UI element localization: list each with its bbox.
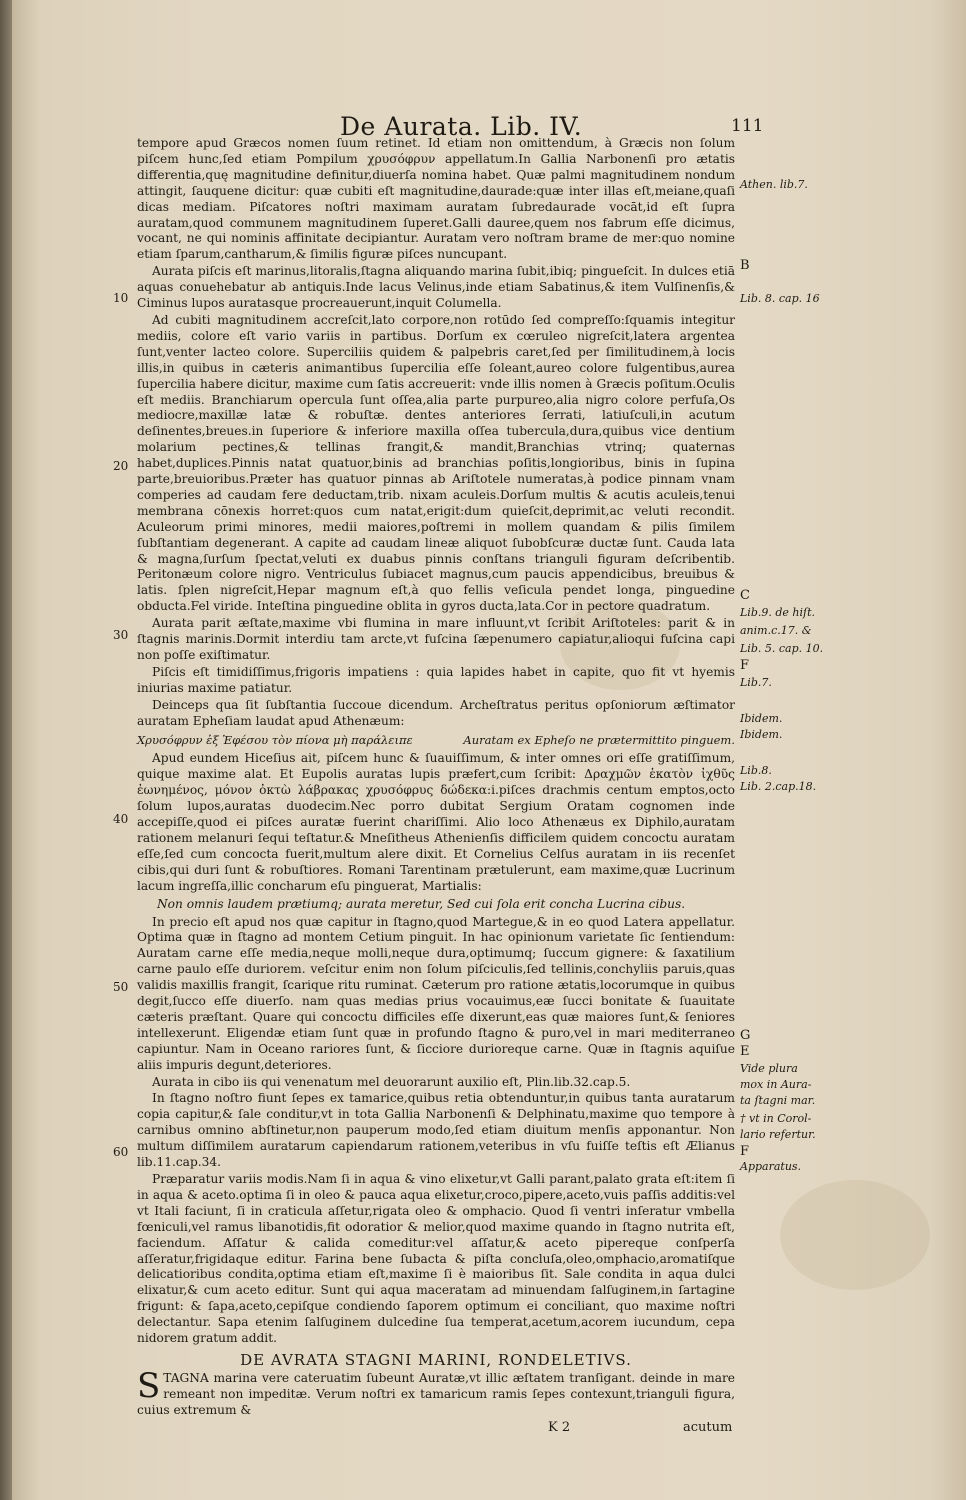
margin-note: † vt in Corol- bbox=[740, 1112, 812, 1125]
margin-note: Lib.7. bbox=[740, 676, 772, 689]
margin-letter: B bbox=[740, 258, 750, 273]
running-header: De Aurata. Lib. IV. bbox=[340, 112, 583, 141]
line-number: 40 bbox=[113, 812, 129, 826]
line-number: 50 bbox=[113, 980, 129, 994]
paragraph: Aurata in cibo iis qui venenatum mel deuorarunt auxilio eſt, Plin.lib.32.cap.5. bbox=[152, 1074, 631, 1089]
greek-verse-text: Χρυσόφρυν ἐξ Ἐφέσου τὸν πίονα μὴ παράλειπε bbox=[137, 732, 413, 747]
paragraph: Apud eundem Hiceſius ait, piſcem hunc & ſuauiſſimum, & inter omnes ori eſſe gratiſſimum, quique maxime alat. Et Eupolis auratas lupis præfert,cum ſcribit: Δραχμῶν ἑκατὸν ἰχθῦς ἐωνημένος, μόνον ὀκτὼ λάβρακας χρυσόφρυς δώδεκα:i.piſces drachmis centum emptos,octo ſolum lupos,auratas duodecim.Nec porro dubitat Sergium Oratam cognomen inde accepiſſe,quod ei piſces auratæ fuerint chariſſimi. Alio loco Athenæus ex Diphilo,auratam rationem melanuri ſequi teſtatur.& Mneſitheus Athenienſis difficilem quidem concoctu auratam eſſe,ſed cum concocta fuerit,multum alere dixit. Et Cornelius Celſus auratam in iis recenſet cibis,qui duri ſunt & robuſtiores. Romani Tarentinam prætulerunt, eam maxime,quæ Lucrinum lacum ingreſſa,illic concharum eſu pinguerat, Martialis: bbox=[137, 751, 735, 893]
margin-note: Vide plura bbox=[740, 1062, 798, 1075]
margin-letter: F bbox=[740, 1144, 750, 1159]
line-number: 30 bbox=[113, 628, 129, 642]
margin-note: Athen. lib.7. bbox=[740, 178, 808, 191]
margin-letter: G bbox=[740, 1028, 751, 1043]
line-number: 20 bbox=[113, 459, 129, 473]
margin-note: Lib.9. de hiſt. bbox=[740, 606, 815, 619]
paragraph: Piſcis eſt timidiſſimus,frigoris impatiens : quia lapides habet in capite, quo fit vt hyemis iniurias maxime patiatur. bbox=[137, 664, 735, 695]
paragraph: Præparatur variis modis.Nam ſi in aqua & vino elixetur,vt Galli parant,palato grata eſt:item ſi in aqua & aceto.optima ſi in oleo & pauca aqua elixetur,croco,pipere,aceto,vuis paſſis additis:vel vt Itali faciunt, ſi in craticula aſſetur,rigata oleo & omphacio. Quod ſi ventri inſeratur vmbella fœniculi,vel ramus libanotidis,fit odoratior & melior,quod maxime quando in ſtagno nutrita eſt, faciendum. Aſſatur & calida comeditur:vel aſſatur,& aceto pipereque conſperſa aſſeratur,frigidaque editur. Farina bene ſubacta & piſta concluſa,oleo,omphacio,aromatiſque delicatioribus condita,optima etiam eſt,maxime ſi è maioribus ſit. Sale condita in aqua dulci elixatur,& cum aceto editur. Sunt qui aqua maceratam ad minuendam ſalſuginem,in ſartagine frigunt: & ſapa,aceto,cepiſque condiendo ſaporem optimum ei conciliant, quo maxime noſtri delectantur. Sapa etenim ſalſuginem dulcedine ſua temperat,acetum,acorem iucundum, cepa nidorem gratum addit. bbox=[137, 1172, 735, 1346]
margin-letter: E bbox=[740, 1044, 750, 1059]
latin-verse-text: Auratam ex Epheſo ne prætermittito pinguem. bbox=[463, 732, 735, 747]
main-text-column bbox=[137, 136, 735, 1420]
line-number: 10 bbox=[113, 291, 129, 305]
folio-number: 111 bbox=[731, 116, 764, 136]
paper-stain bbox=[780, 1180, 930, 1290]
section-title: DE AVRATA STAGNI MARINI, RONDELETIVS. bbox=[240, 1350, 632, 1369]
margin-note: Lib.8. bbox=[740, 764, 772, 777]
margin-note: Ibidem. bbox=[740, 728, 783, 741]
margin-note: Apparatus. bbox=[740, 1160, 802, 1173]
lead-word: TAGNA bbox=[163, 1370, 209, 1385]
margin-letter: C bbox=[740, 588, 750, 603]
margin-note: mox in Aura- bbox=[740, 1078, 812, 1091]
margin-note: Lib. 5. cap. 10. bbox=[740, 642, 824, 655]
martial-verse: Non omnis laudem prætiumq; aurata meretur, Sed cui ſola erit concha Lucrina cibus. bbox=[157, 896, 686, 911]
margin-note: ta ſtagni mar. bbox=[740, 1094, 816, 1107]
paragraph: tempore apud Græcos nomen ſuum retinet. Id etiam non omittendum, à Græcis non ſolum piſcem hunc,ſed etiam Pompilum χρυσόφρυν appellatum.In Gallia Narbonenſi pro ætatis differentia,quę magnitudine definitur,diuerſa nomina habet. Quæ palmi magnitudinem nondum attingit, ſauquene dicitur: quæ cubiti eſt magnitudine,daurade:quæ inter illas eſt,meiane,quaſi dicas mediam. Piſcatores noſtri maximam auratam ſubredaurade vocāt,id eſt ſupra auratam,quod communem magnitudinem ſuperet.Galli dauree,quem nos fabrum eſſe dicimus, vocant, ne qui nominis affinitate decipiantur. Auratam vero noſtram brame de mer:quo nomine etiam ſparum,cantharum,& ſimilis figuræ piſces nuncupant. bbox=[137, 136, 735, 262]
book-binding bbox=[0, 0, 12, 1500]
margin-note: anim.c.17. & bbox=[740, 624, 812, 637]
line-number: 60 bbox=[113, 1145, 129, 1159]
margin-note: Ibidem. bbox=[740, 712, 783, 725]
paragraph: Aurata parit æſtate,maxime vbi flumina in mare influunt,vt ſcribit Ariſtoteles: parit & in ſtagnis marinis.Dormit interdiu tam arcte,vt fuſcina ſæpenumero capiatur,alioqui fuſcina capi non poſſe exiſtimatur. bbox=[137, 616, 735, 662]
signature-mark: K 2 bbox=[548, 1420, 571, 1435]
final-paragraph bbox=[137, 1365, 735, 1419]
paragraph: Ad cubiti magnitudinem accreſcit,lato corpore,non rotūdo ſed compreſſo:ſquamis integitur mediis, colore eſt vario variis in partibus. Dorſum ex cœruleo nigreſcit,latera argentea ſunt,venter lacteo colore. Superciliis quidem & palpebris caret,ſed per ſimilitudinem,à locis illis,in quibus in cæteris animantibus ſupercilia eſſe ſoleant,aureo colore fulgentibus,aurea ſupercilia habere dicitur, maxime cum ſatis accreuerit: vnde illis nomen à Græcis poſitum.Oculis eſt mediis. Branchiarum opercula ſunt oſſea,alia parte purpureo,alia nigro colore perfuſa,Os mediocre,maxillæ latæ & robuſtæ. dentes anteriores ſerrati, latiuſculi,in acutum deſinentes,breues.in ſuperiore & inferiore maxilla oſſea tubercula,dura,quibus vice dentium molarium pectines,& tellinas frangit,& mandit,Branchias vtrinq; quaternas habet,duplices.Pinnis natat quatuor,binis ad branchias poſitis,longioribus, binis in ſupina parte,breuioribus.Præter has quatuor pinnas ab Ariſtotele numeratas,à podice pinnam vnam comperies ad caudam fere deductam,trib. nixam aculeis.Dorſum multis & acutis aculeis,tenui membrana cōnexis horret:quos cum natat,erigit:dum quieſcit,deprimit,ac veluti recondit. Aculeorum primi minores, medii maiores,poſtremi in mollem quandam & pilis ſimilem ſubſtantiam degenerant. A capite ad caudam lineæ aliquot ſubobſcuræ ductæ ſunt. Cauda lata & magna,ſurſum ſpectat,veluti ex duabus pinnis conſtans trianguli figuram deſcribentib. Peritonæum colore nigro. Ventriculus ſubiacet magnus,cum paucis appendicibus, breuibus & latis. ſplen nigreſcit,Hepar magnum eſt,à quo fellis veſicula pendet longa, pinguedine obducta.Fel viride. Inteſtina pinguedine oblita in gyros ducta,lata.Cor in pectore quadratum. bbox=[137, 312, 735, 614]
margin-note: Lib. 8. cap. 16 bbox=[740, 292, 820, 305]
drop-cap: S bbox=[137, 1365, 161, 1406]
paragraph: Aurata piſcis eſt marinus,litoralis,ſtagna aliquando marina ſubit,ibiq; pingueſcit. In dulces etiā aquas conuehebatur ab antiquis.Inde lacus Velinus,inde etiam Sabatinus,& item Vulſinenſis,& Ciminus lupos auratasque procreauerunt,inquit Columella. bbox=[137, 264, 735, 311]
final-paragraph-text: marina vere cateruatim ſubeunt Auratæ,vt illic æſtatem tranſigant. deinde in mare remeant non impeditæ. Verum noſtri ex tamaricum ramis ſepes contexunt,trianguli figura, cuius extremum & bbox=[137, 1370, 735, 1417]
paragraph: In ſtagno noſtro fiunt ſepes ex tamarice,quibus retia obtenduntur,in quibus tanta auratarum copia capitur,& ſale conditur,vt in tota Gallia Narbonenſi & Delphinatu,maxime quo tempore à carnibus omnino abſtinetur,non pauperum modo,ſed etiam diuitum menſis apponantur. Non multum diſſimilem auratarum capiendarum rationem,veteribus in vſu fuiſſe teſtis eſt Ælianus lib.11.cap.34. bbox=[137, 1091, 735, 1170]
margin-note: Lib. 2.cap.18. bbox=[740, 780, 817, 793]
catchword: acutum bbox=[683, 1420, 733, 1435]
margin-letter: F bbox=[740, 658, 750, 673]
greek-verse bbox=[137, 733, 735, 749]
margin-note: lario refertur. bbox=[740, 1128, 816, 1141]
paragraph: In precio eſt apud nos quæ capitur in ſtagno,quod Martegue,& in eo quod Latera appellatur. Optima quæ in ſtagno ad montem Cetium pinguit. In hac opinionum varietate ſic ſentiendum: Auratam carne eſſe media,neque molli,neque dura,optimumq; ſuccum gignere: & ſaxatilium carne paulo eſſe duriorem. veſcitur enim non ſolum piſciculis,ſed tellinis,conchyliis paruis,quas validis maxillis frangit, ſcarique ritu ruminat. Cæterum pro ratione ætatis,locorumque in quibus degit,ſucco eſſe diuerſo. nam quas medias prius vocauimus,eæ ſucci bonitate & ſuauitate cæteris præſtant. Quare qui concoctu difficiles eſſe dixerunt,eas quæ maiores ſunt,& ſeniores intellexerunt. Eligendæ etiam ſunt quæ in profundo ſtagno & puro,vel in mari mediterraneo capiuntur. Nam in Oceano rariores ſunt, & ſicciore durioreque carne. Quæ in ſtagnis aquiſue aliis impuris degunt,deteriores. bbox=[137, 914, 735, 1072]
paragraph: Deinceps qua ſit ſubſtantia ſuccoue dicendum. Archeſtratus peritus opſoniorum æſtimator auratam Epheſiam laudat apud Athenæum: bbox=[137, 697, 735, 728]
